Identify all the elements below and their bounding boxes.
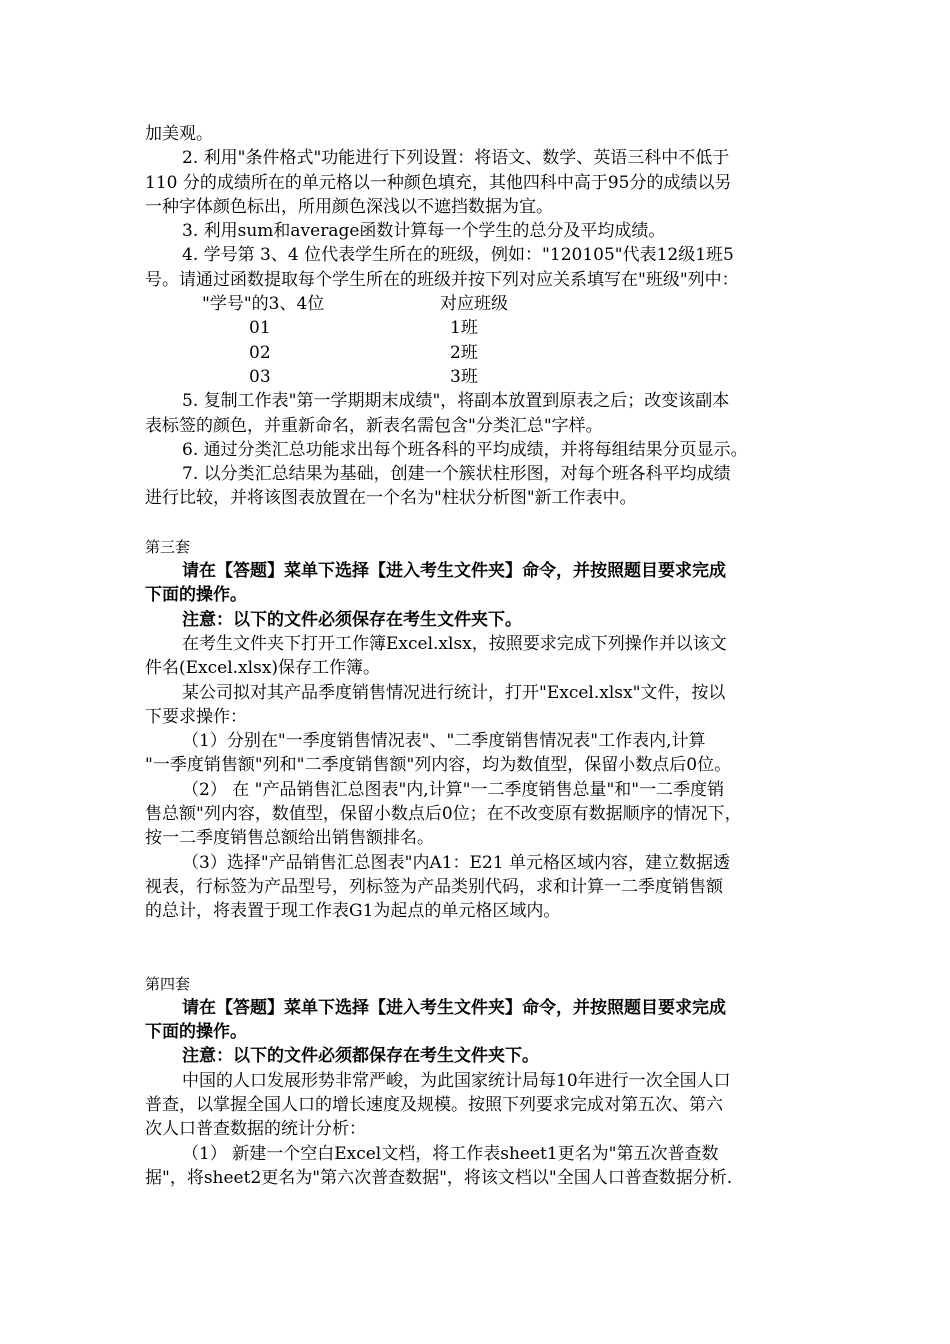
mapping-table-row xyxy=(145,341,815,365)
paragraph-line: 件名(Excel.xlsx)保存工作簿。 xyxy=(145,658,381,679)
mapping-table-row xyxy=(145,316,815,340)
table-cell-class: 2班 xyxy=(450,342,478,363)
spacer xyxy=(145,511,815,535)
item-6: 6. 通过分类汇总功能求出每个班各科的平均成绩，并将每组结果分页显示。 xyxy=(182,439,748,460)
spacer xyxy=(145,924,815,972)
table-cell-code: 02 xyxy=(249,342,271,363)
item-5-line-2: 表标签的颜色，并重新命名，新表名需包含"分类汇总"字样。 xyxy=(145,415,603,436)
document-body xyxy=(145,122,815,1190)
item-2-line-3: 一种字体颜色标出，所用颜色深浅以不遮挡数据为宜。 xyxy=(145,196,553,217)
question-2-line-3: 按一二季度销售总额给出销售额排名。 xyxy=(145,828,434,849)
instruction-bold-line-2: 下面的操作。 xyxy=(145,585,247,606)
question-1-line-1: （1） 新建一个空白Excel文档，将工作表sheet1更名为"第五次普查数 xyxy=(182,1143,719,1164)
question-2-line-1: （2） 在 "产品销售汇总图表"内,计算"一二季度销售总量"和"一二季度销 xyxy=(182,779,725,800)
question-3-line-3: 的总计，将表置于现工作表G1为起点的单元格区域内。 xyxy=(145,901,561,922)
question-2-line-2: 售总额"列内容，数值型，保留小数点后0位；在不改变原有数据顺序的情况下， xyxy=(145,804,742,825)
item-7-line-1: 7. 以分类汇总结果为基础，创建一个簇状柱形图，对每个班各科平均成绩 xyxy=(182,464,731,485)
table-cell-code: 01 xyxy=(249,318,271,339)
instruction-bold-line-1: 请在【答题】菜单下选择【进入考生文件夹】命令，并按照题目要求完成 xyxy=(182,561,726,582)
mapping-table-header xyxy=(145,292,815,316)
question-1-line-2: "一季度销售额"列和"二季度销售额"列内容，均为数值型，保留小数点后0位。 xyxy=(145,755,732,776)
mapping-table-row xyxy=(145,365,815,389)
item-2-line-1: 2. 利用"条件格式"功能进行下列设置：将语文、数学、英语三科中不低于 xyxy=(182,148,730,169)
paragraph-line: 次人口普查数据的统计分析： xyxy=(145,1119,366,1140)
table-cell-code: 03 xyxy=(249,366,271,387)
paragraph-line: 某公司拟对其产品季度销售情况进行统计，打开"Excel.xlsx"文件，按以 xyxy=(182,682,726,703)
table-header-student-id: "学号"的3、4位 xyxy=(202,294,325,315)
question-3-line-1: （3）选择"产品销售汇总图表"内A1：E21 单元格区域内容，建立数据透 xyxy=(182,852,730,873)
paragraph-line: 在考生文件夹下打开工作簿Excel.xlsx，按照要求完成下列操作并以该文 xyxy=(182,633,727,654)
notice-bold: 注意：以下的文件必须保存在考生文件夹下。 xyxy=(182,609,522,630)
table-cell-class: 1班 xyxy=(450,318,478,339)
item-4-line-1: 4. 学号第 3、4 位代表学生所在的班级，例如："120105"代表12级1班5 xyxy=(182,245,734,266)
table-cell-class: 3班 xyxy=(450,366,478,387)
table-header-class: 对应班级 xyxy=(440,294,508,315)
paragraph-line: 普查，以掌握全国人口的增长速度及规模。按照下列要求完成对第五次、第六 xyxy=(145,1094,723,1115)
question-3-line-2: 视表，行标签为产品型号，列标签为产品类别代码，求和计算一二季度销售额 xyxy=(145,876,723,897)
section-heading-set4: 第四套 xyxy=(145,974,191,993)
item-4-line-2: 号。请通过函数提取每个学生所在的班级并按下列对应关系填写在"班级"列中： xyxy=(145,269,739,290)
item-7-line-2: 进行比较，并将该图表放置在一个名为"柱状分析图"新工作表中。 xyxy=(145,488,637,509)
question-1-line-1: （1）分别在"一季度销售情况表"、"二季度销售情况表"工作表内,计算 xyxy=(182,731,706,752)
section-heading-set3: 第三套 xyxy=(145,537,191,556)
paragraph-line: 下要求操作： xyxy=(145,706,247,727)
notice-bold: 注意：以下的文件必须都保存在考生文件夹下。 xyxy=(182,1046,539,1067)
instruction-bold-line-2: 下面的操作。 xyxy=(145,1022,247,1043)
item-3: 3. 利用sum和average函数计算每一个学生的总分及平均成绩。 xyxy=(182,221,666,242)
item-5-line-1: 5. 复制工作表"第一学期期末成绩"，将副本放置到原表之后；改变该副本 xyxy=(182,391,730,412)
item-2-line-2: 110 分的成绩所在的单元格以一种颜色填充，其他四科中高于95分的成绩以另 xyxy=(145,172,732,193)
instruction-bold-line-1: 请在【答题】菜单下选择【进入考生文件夹】命令，并按照题目要求完成 xyxy=(182,997,726,1018)
paragraph-line: 中国的人口发展形势非常严峻，为此国家统计局每10年进行一次全国人口 xyxy=(182,1070,731,1091)
text-line: 加美观。 xyxy=(145,124,213,144)
question-1-line-2: 据"，将sheet2更名为"第六次普查数据"，将该文档以"全国人口普查数据分析. xyxy=(145,1167,733,1188)
